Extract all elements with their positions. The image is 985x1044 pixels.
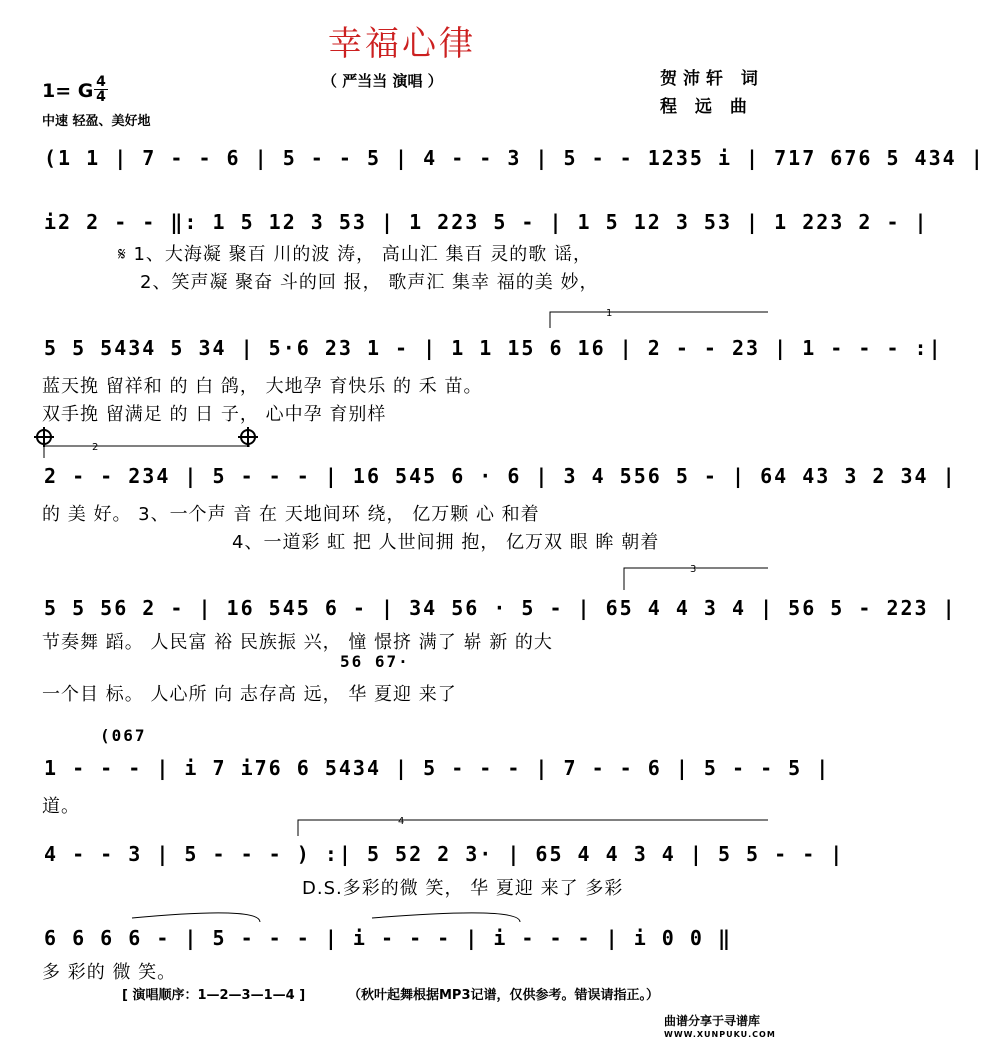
tie-arc	[132, 913, 260, 922]
lyric-line: 多 彩的 微 笑。	[42, 962, 177, 983]
page-title: 幸福心律	[328, 24, 476, 64]
notation-system-3: 5 5 5434 5 34 | 5·6 23 1 - | 1 1 15 6 16 | 2 - - 23 | 1 - - - :|	[44, 336, 943, 360]
lyric-line: D.S.多彩的微 笑， 华 夏迎 来了 多彩	[302, 878, 624, 899]
volta-bracket-4	[298, 816, 768, 836]
lyric-line: 蓝天挽 留祥和 的 白 鸽， 大地孕 育快乐 的 禾 苗。	[42, 376, 483, 397]
lyric-line: 4、一道彩 虹 把 人世间拥 抱， 亿万双 眼 眸 朝着	[232, 532, 660, 553]
lyric-line: 2、笑声凝 聚奋 斗的回 报， 歌声汇 集幸 福的美 妙，	[140, 272, 599, 293]
transcription-note: （秋叶起舞根据MP3记谱，仅供参考。错误请指正。）	[348, 988, 660, 1003]
alternate-notes: (067	[100, 726, 147, 745]
volta-bracket-1	[550, 308, 768, 328]
tie-arc	[372, 913, 520, 922]
coda-icon	[238, 427, 258, 447]
volta-bracket-2	[44, 442, 250, 458]
time-signature-bottom: 4	[96, 89, 106, 105]
notation-system-4: 2 - - 234 | 5 - - - | 16 545 6 · 6 | 3 4 556 5 - | 64 43 3 2 34 |	[44, 464, 957, 488]
notation-system-1: (1 1 | 7 - - 6 | 5 - - 5 | 4 - - 3 | 5 - - 1235 i | 717 676 5 434 |	[44, 146, 985, 170]
performer-credit: （ 严当当 演唱 ）	[322, 72, 443, 90]
notation-system-6: 1 - - - | i 7 i76 6 5434 | 5 - - - | 7 - - 6 | 5 - - 5 |	[44, 756, 831, 780]
lyricist-credit: 贺沛轩 词	[660, 69, 764, 89]
volta-label: 3	[690, 564, 697, 575]
lyric-line: 双手挽 留满足 的 日 子， 心中孕 育别样	[42, 404, 387, 425]
lyric-line: 𝄋 1、大海凝 聚百 川的波 涛， 高山汇 集百 灵的歌 谣，	[118, 244, 592, 265]
time-signature-top: 4	[96, 74, 106, 90]
watermark-line-1: 曲谱分享于寻谱库	[664, 1014, 761, 1028]
lyric-line: 一个目 标。 人心所 向 志存高 远， 华 夏迎 来了	[42, 684, 457, 705]
volta-label: 2	[92, 442, 99, 453]
lyric-line: 节奏舞 蹈。 人民富 裕 民族振 兴， 憧 憬挤 满了 崭 新 的大	[42, 632, 553, 653]
volta-bracket-3	[624, 564, 768, 590]
key-signature: 1= G	[42, 80, 94, 102]
tempo-marking: 中速 轻盈、美好地	[42, 114, 151, 129]
composer-credit: 程 远 曲	[660, 97, 753, 117]
volta-label: 4	[398, 816, 405, 827]
notation-system-8: 6 6 6 6 - | 5 - - - | i - - - | i - - - | i 0 0 ‖	[44, 926, 733, 950]
coda-icon	[34, 427, 54, 447]
notation-system-2: i2 2 - - ‖: 1 5 12 3 53 | 1 223 5 - | 1 5 12 3 53 | 1 223 2 - |	[44, 210, 929, 234]
notation-system-7: 4 - - 3 | 5 - - - ) :| 5 52 2 3· | 65 4 4 3 4 | 5 5 - - |	[44, 842, 845, 866]
performance-order: [ 演唱顺序：1—2—3—1—4 ]	[122, 988, 306, 1003]
watermark-line-2: WWW.XUNPUKU.COM	[664, 1030, 776, 1039]
lyric-line: 道。	[42, 796, 80, 817]
volta-label: 1	[606, 308, 613, 319]
lyric-line: 的 美 好。 3、一个声 音 在 天地间环 绕， 亿万颗 心 和着	[42, 504, 540, 525]
alternate-notes: 56 67·	[340, 652, 410, 671]
notation-system-5: 5 5 56 2 - | 16 545 6 - | 34 56 · 5 - | 65 4 4 3 4 | 56 5 - 223 |	[44, 596, 957, 620]
